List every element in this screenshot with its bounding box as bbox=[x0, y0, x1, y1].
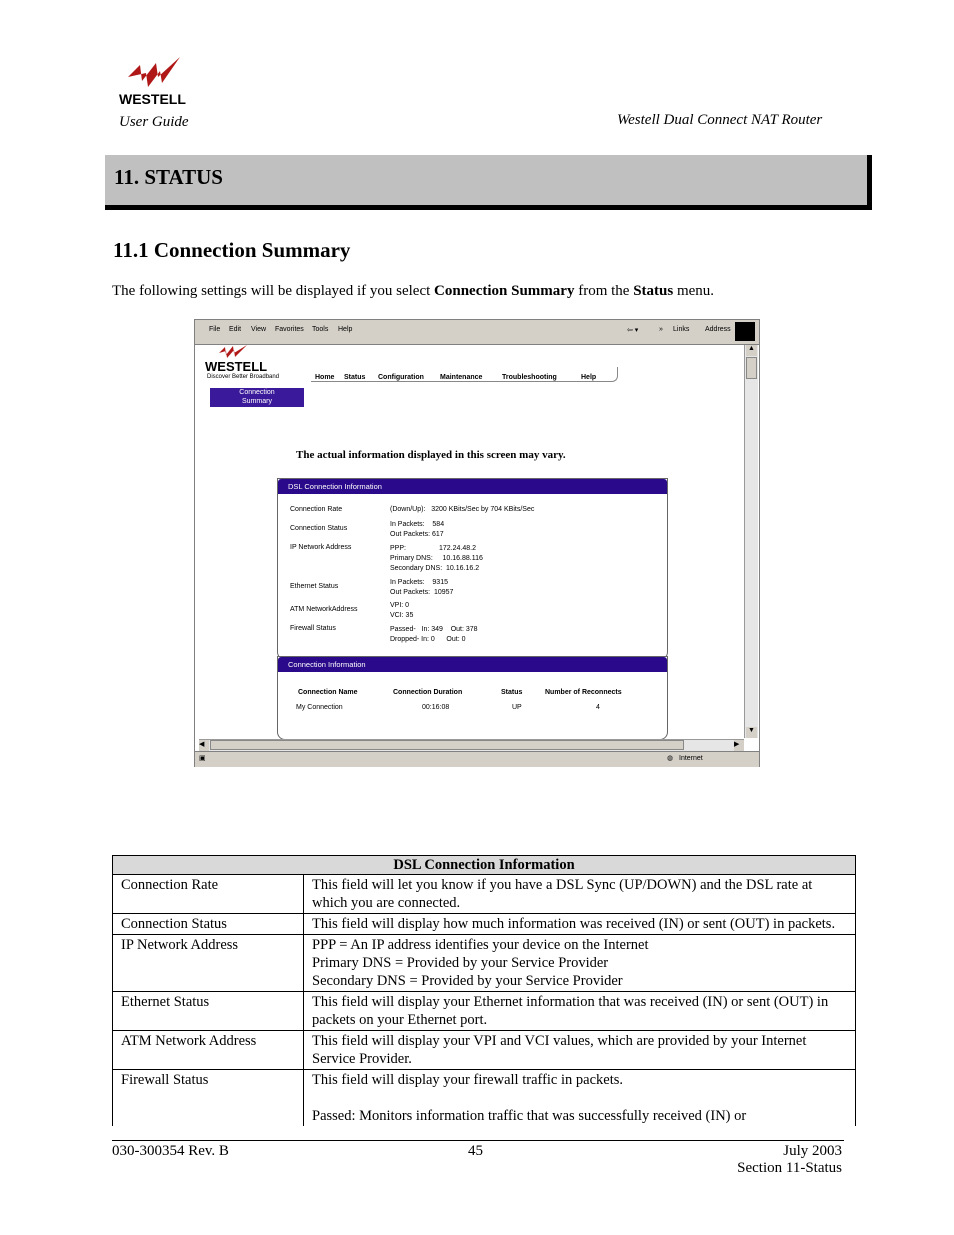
dsl-label: ATM NetworkAddress bbox=[290, 606, 358, 613]
dsl-value: (Down/Up): 3200 KBits/Sec by 704 KBits/Sec bbox=[390, 506, 535, 513]
footer-section: Section 11-Status bbox=[737, 1160, 842, 1176]
footer-date: July 2003 bbox=[783, 1143, 842, 1159]
conn-header: Status bbox=[501, 689, 523, 696]
nav-troubleshooting[interactable]: Troubleshooting bbox=[502, 374, 557, 381]
scroll-down-icon[interactable]: ▼ bbox=[746, 727, 757, 738]
dsl-info-table bbox=[112, 855, 856, 1126]
table-row: Connection Status This field will display how much information was received (IN) or sent (OUT) in packets. bbox=[113, 914, 856, 935]
table-row: Firewall Status This field will display your firewall traffic in packets. Passed: Monitors information traffic that was successfully received (IN) or bbox=[113, 1070, 856, 1127]
router-tagline: Discover Better Broadband bbox=[207, 374, 280, 380]
dsl-label: Connection Status bbox=[290, 525, 348, 532]
table-title: DSL Connection Information bbox=[113, 856, 856, 875]
dsl-label: IP Network Address bbox=[290, 544, 352, 551]
conn-header: Connection Duration bbox=[393, 689, 463, 696]
chevron-more-icon[interactable]: » bbox=[659, 326, 663, 333]
router-brand: WESTELL bbox=[205, 359, 268, 374]
zone-label: Internet bbox=[679, 755, 703, 762]
nav-help[interactable]: Help bbox=[581, 374, 597, 381]
dsl-label: Firewall Status bbox=[290, 625, 336, 632]
menu-favorites[interactable]: Favorites bbox=[275, 326, 304, 333]
footer-right bbox=[737, 1143, 842, 1177]
footer-doc-number: 030-300354 Rev. B bbox=[112, 1143, 229, 1159]
westell-logo bbox=[118, 55, 208, 107]
dsl-label: Connection Rate bbox=[290, 506, 343, 513]
dsl-value: In Packets: 584 Out Packets: 617 bbox=[390, 521, 445, 538]
conn-header: Number of Reconnects bbox=[545, 689, 622, 696]
horizontal-scrollbar[interactable] bbox=[199, 739, 744, 751]
back-icon[interactable]: ⇦ ▾ bbox=[627, 327, 639, 334]
nav-home[interactable]: Home bbox=[315, 374, 335, 381]
table-row: Connection Rate This field will let you know if you have a DSL Sync (UP/DOWN) and the DSL rate at which you are connected. bbox=[113, 875, 856, 914]
scroll-thumb[interactable] bbox=[746, 357, 757, 379]
nav-status[interactable]: Status bbox=[344, 374, 366, 381]
nav-maintenance[interactable]: Maintenance bbox=[440, 374, 483, 381]
conn-panel-title: Connection Information bbox=[278, 657, 667, 672]
footer-rule bbox=[112, 1140, 844, 1141]
scroll-up-icon[interactable]: ▲ bbox=[746, 345, 757, 356]
dsl-info-panel bbox=[277, 478, 668, 660]
nav-configuration[interactable]: Configuration bbox=[378, 374, 424, 381]
westell-logo-small bbox=[217, 345, 257, 359]
menu-view[interactable]: View bbox=[251, 326, 267, 333]
intro-paragraph: The following settings will be displayed if you select Connection Summary from the Status menu. bbox=[112, 283, 715, 299]
globe-icon: ◍ bbox=[667, 755, 674, 762]
dsl-value: Passed- In: 349 Out: 378 Dropped- In: 0 Out: 0 bbox=[390, 626, 478, 643]
menu-tools[interactable]: Tools bbox=[312, 326, 329, 333]
svg-text:WESTELL: WESTELL bbox=[119, 91, 186, 107]
menu-help[interactable]: Help bbox=[338, 326, 353, 333]
dsl-label: Ethernet Status bbox=[290, 583, 339, 590]
browser-menubar bbox=[195, 320, 759, 345]
dsl-panel-title: DSL Connection Information bbox=[278, 479, 667, 494]
links-button[interactable]: Links bbox=[673, 326, 690, 333]
conn-cell: My Connection bbox=[296, 704, 343, 711]
page-icon: ▣ bbox=[199, 755, 206, 762]
table-row: Ethernet Status This field will display your Ethernet information that was received (IN) or sent (OUT) in packets on your Ethernet port. bbox=[113, 992, 856, 1031]
dsl-value: In Packets: 9315 Out Packets: 10957 bbox=[390, 579, 454, 596]
address-button[interactable]: Address bbox=[705, 326, 731, 333]
router-page bbox=[199, 345, 742, 738]
tab-connection-summary[interactable]: Connection Summary bbox=[210, 388, 304, 407]
dsl-value: PPP: 172.24.48.2 Primary DNS: 10.16.88.116 Secondary DNS: 10.16.16.2 bbox=[390, 545, 483, 572]
table-row: IP Network Address PPP = An IP address identifies your device on the Internet Primary DNS = Provided by your Service Provider Secondary DNS = Provided by your Service Provider bbox=[113, 935, 856, 992]
header-left: User Guide bbox=[119, 114, 189, 130]
scroll-left-icon[interactable]: ◀ bbox=[199, 740, 209, 751]
scroll-right-icon[interactable]: ▶ bbox=[734, 740, 744, 751]
conn-cell: 00:16:08 bbox=[422, 704, 450, 711]
header-right: Westell Dual Connect NAT Router bbox=[617, 112, 823, 128]
vary-note: The actual information displayed in this screen may vary. bbox=[296, 449, 566, 461]
dsl-value: VPI: 0 VCI: 35 bbox=[390, 602, 414, 619]
connection-info-panel bbox=[277, 656, 668, 740]
subsection-title: 11.1 Connection Summary bbox=[113, 238, 351, 262]
browser-statusbar bbox=[195, 751, 759, 767]
hscroll-thumb[interactable] bbox=[210, 740, 684, 750]
conn-header: Connection Name bbox=[298, 689, 358, 696]
table-row: ATM Network Address This field will display your VPI and VCI values, which are provided by your Internet Service Provider. bbox=[113, 1031, 856, 1070]
menu-edit[interactable]: Edit bbox=[229, 326, 242, 333]
conn-cell: 4 bbox=[596, 704, 600, 711]
menu-file[interactable]: File bbox=[209, 326, 221, 333]
conn-cell: UP bbox=[512, 704, 522, 711]
footer-page-number: 45 bbox=[468, 1143, 483, 1159]
windows-logo-icon bbox=[735, 322, 755, 341]
vertical-scrollbar[interactable] bbox=[744, 345, 758, 738]
section-title: 11. STATUS bbox=[114, 165, 223, 189]
browser-screenshot bbox=[194, 319, 760, 767]
